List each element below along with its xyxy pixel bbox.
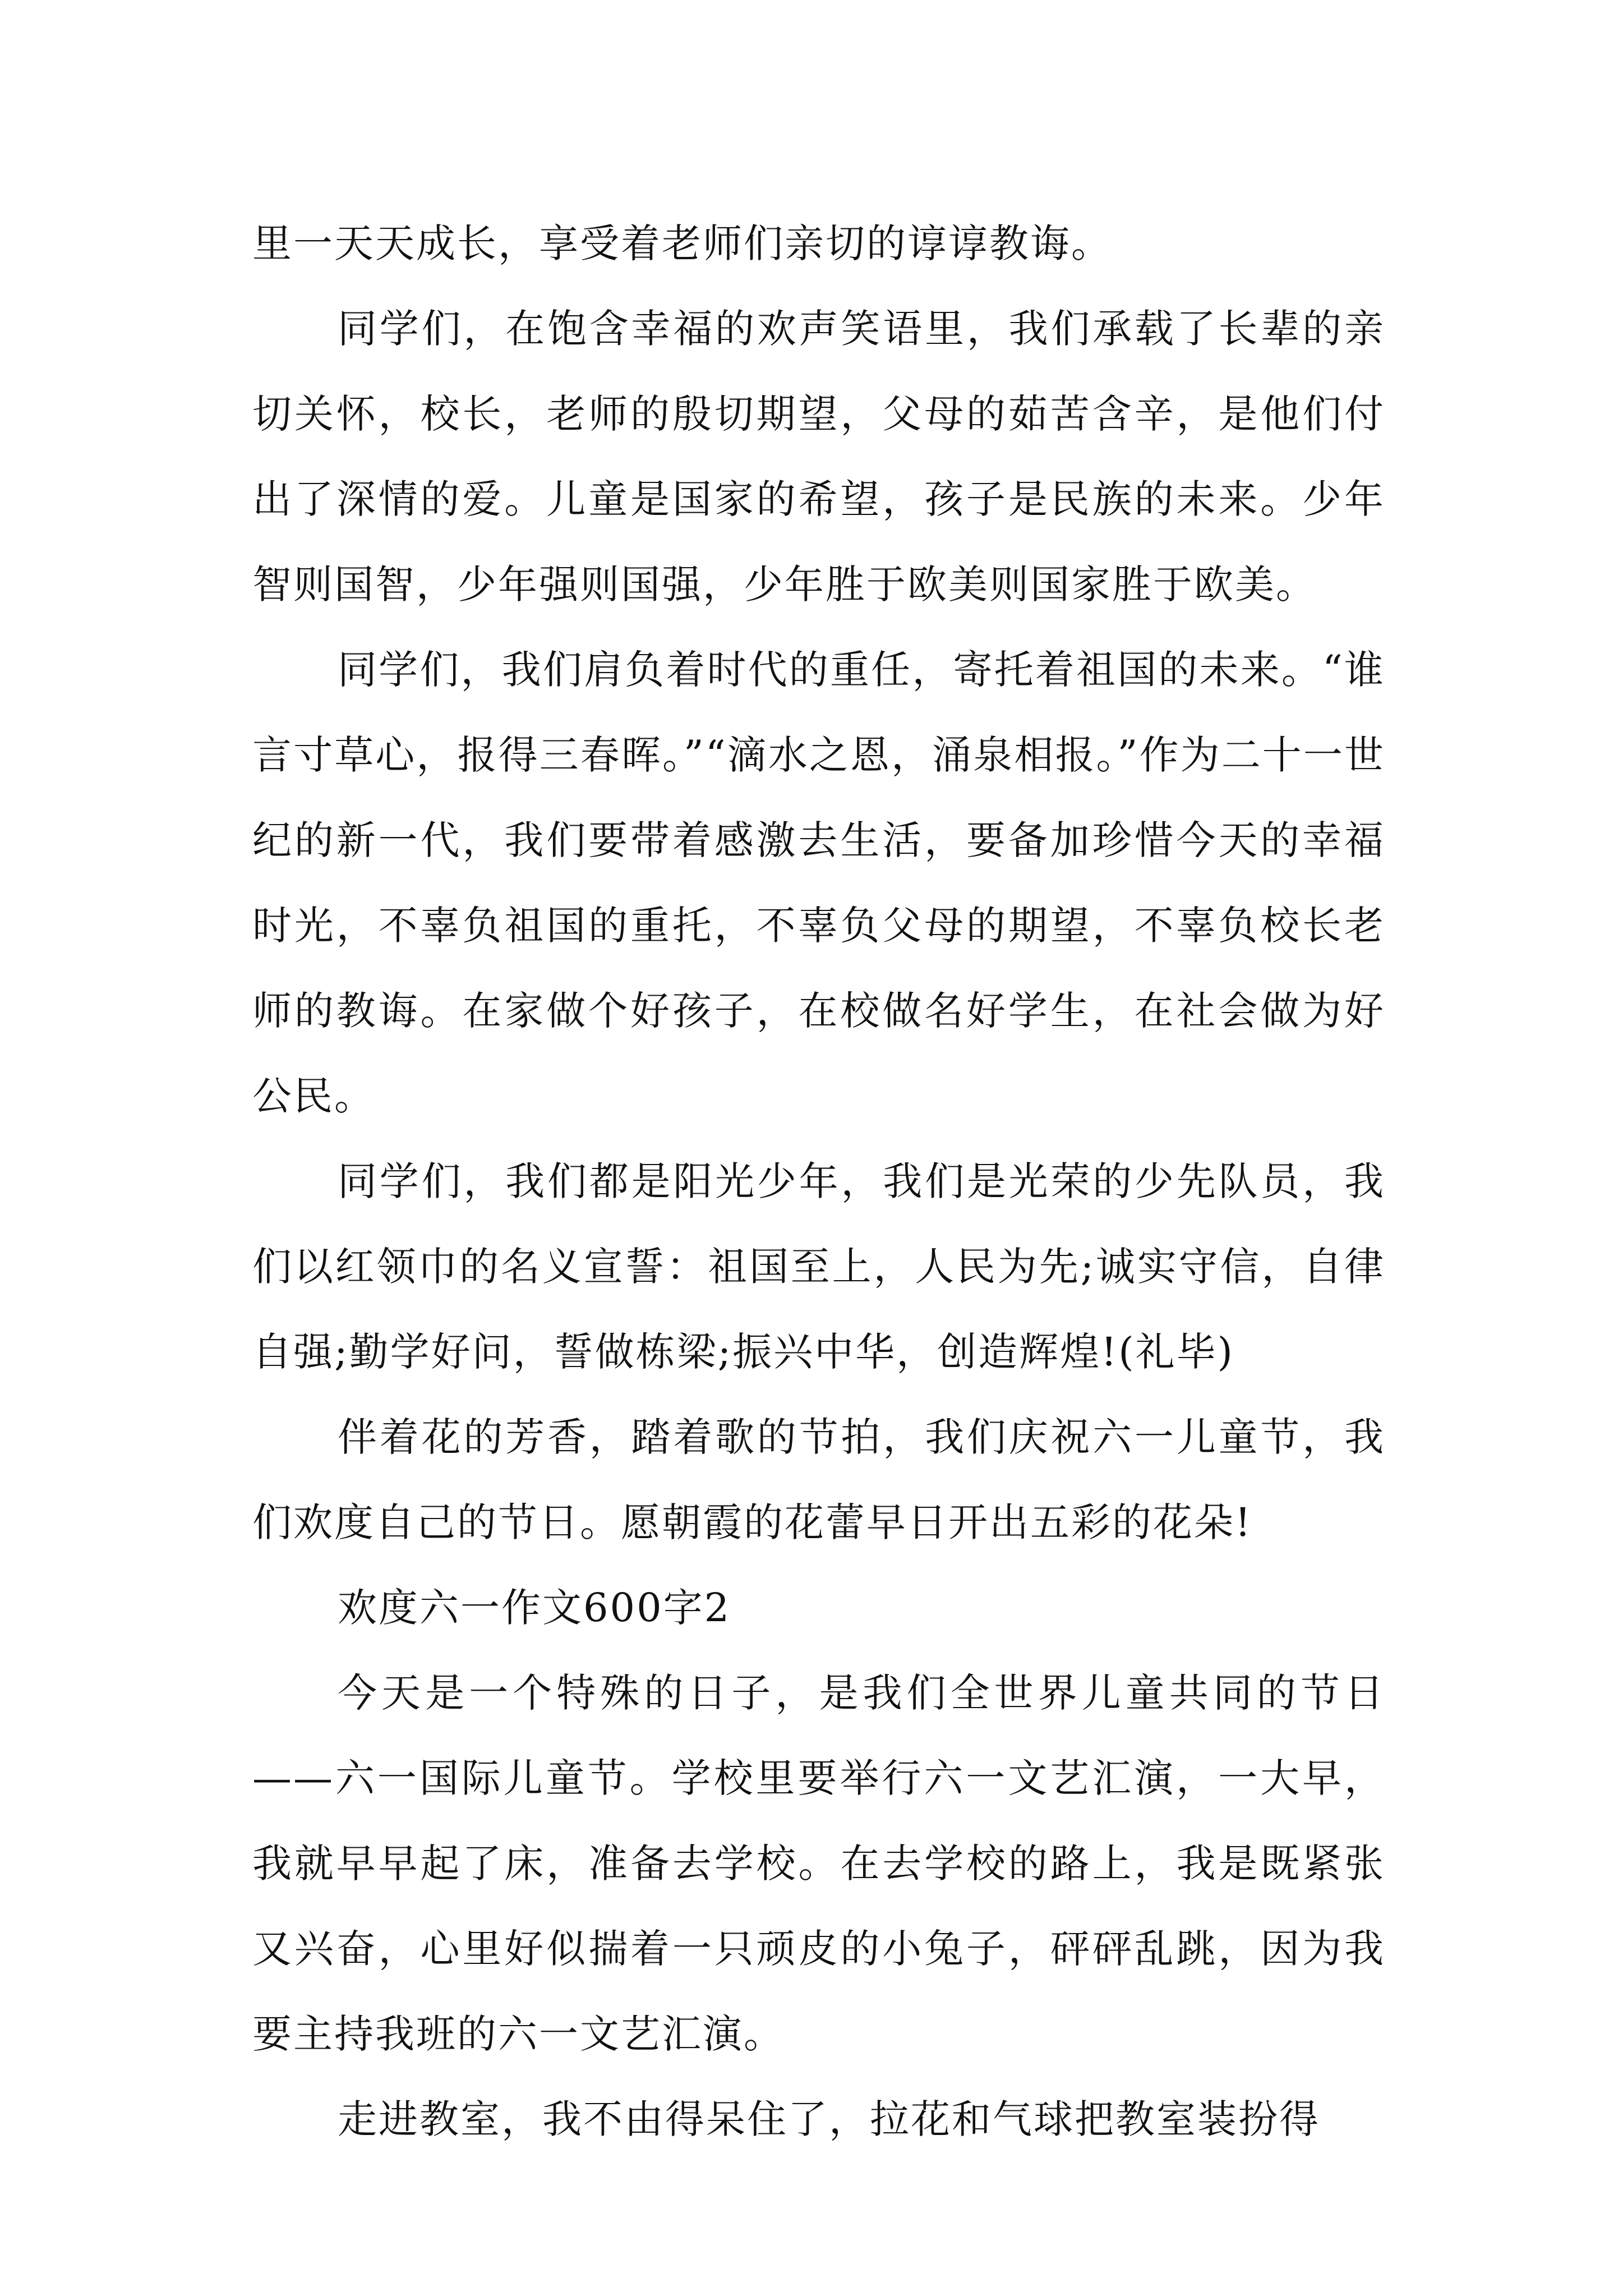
paragraph-4: 同学们，我们都是阳光少年，我们是光荣的少先队员，我们以红领巾的名义宣誓：祖国至上，人民为先;诚实守信，自律自强;勤学好问，誓做栋梁;振兴中华，创造辉煌!(礼毕): [252, 1158, 1385, 1375]
paragraph-6: 今天是一个特殊的日子，是我们全世界儿童共同的节日——六一国际儿童节。学校里要举行六一文艺汇演，一大早，我就早早起了床，准备去学校。在去学校的路上，我是既紧张又兴奋，心里好似揣着一只顽皮的小兔子，砰砰乱跳，因为我要主持我班的六一文艺汇演。: [252, 1670, 1385, 2057]
section-heading: 欢度六一作文600字2: [338, 1585, 731, 1631]
paragraph-3: 同学们，我们肩负着时代的重任，寄托着祖国的未来。“谁言寸草心，报得三春晖。”“滴水之恩，涌泉相报。”作为二十一世纪的新一代，我们要带着感激去生活，要备加珍惜今天的幸福时光，不辜负祖国的重托，不辜负父母的期望，不辜负校长老师的教诲。在家做个好孩子，在校做名好学生，在社会做为好公民。: [252, 647, 1385, 1119]
document-body: [252, 201, 1385, 2162]
paragraph-2: 同学们，在饱含幸福的欢声笑语里，我们承载了长辈的亲切关怀，校长，老师的殷切期望，父母的茹苦含辛，是他们付出了深情的爱。儿童是国家的希望，孩子是民族的未来。少年智则国智，少年强则国强，少年胜于欧美则国家胜于欧美。: [252, 306, 1385, 608]
paragraph-7: 走进教室，我不由得呆住了，拉花和气球把教室装扮得: [338, 2096, 1320, 2142]
paragraph-1: 里一天天成长，享受着老师们亲切的谆谆教诲。: [252, 220, 1112, 266]
paragraph-5: 伴着花的芳香，踏着歌的节拍，我们庆祝六一儿童节，我们欢度自己的节日。愿朝霞的花蕾早日开出五彩的花朵!: [252, 1414, 1385, 1545]
